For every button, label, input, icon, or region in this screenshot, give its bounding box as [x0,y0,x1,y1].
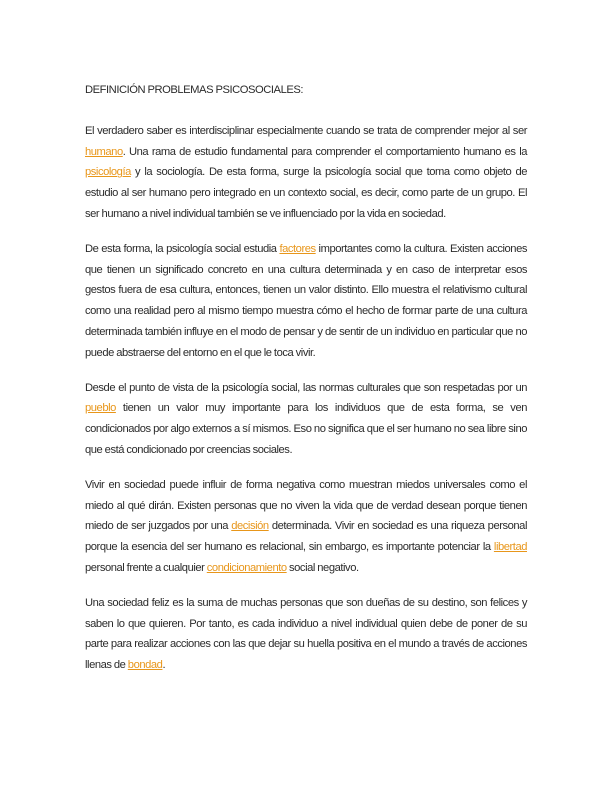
link-pueblo[interactable]: pueblo [85,402,116,415]
document-title: DEFINICIÓN PROBLEMAS PSICOSOCIALES: [85,84,304,96]
document-page [85,80,527,690]
link-humano[interactable]: humano [85,145,123,158]
paragraph-2 [85,239,527,364]
link-psicologia[interactable]: psicología [85,166,131,179]
paragraph-text: . Una rama de estudio fundamental para comprender el comportamiento humano es la [122,145,527,158]
paragraph-4 [85,475,527,579]
paragraph-1 [85,121,527,225]
paragraph-text: y la sociología. De esta forma, surge la psicología social que toma como objeto de estudio al ser humano pero integrado en un contexto social, es decir, como parte de un grupo. El ser humano a nivel individual también se ve influenciado por la vida en sociedad. [85,166,527,220]
paragraph-5 [85,593,527,676]
paragraph-text: Una sociedad feliz es la suma de muchas personas que son dueñas de su destino, son felices y saben lo que quieren. Por tanto, es cada individuo a nivel individual quien debe de poner de su parte para realizar acciones con las que dejar su huella positiva en el mundo a través de acciones llenas de [85,596,527,672]
link-decision[interactable]: decisión [231,520,269,533]
paragraph-text: El verdadero saber es interdisciplinar especialmente cuando se trata de comprender mejor al ser [85,124,527,137]
link-condicionamiento[interactable]: condicionamiento [206,561,287,574]
paragraph-3 [85,378,527,461]
paragraph-text: De esta forma, la psicología social estudia [85,242,280,255]
link-factores[interactable]: factores [279,242,316,255]
paragraph-text: Vivir en sociedad puede influir de forma negativa como muestran miedos universales como el miedo al qué dirán. Existen personas que no viven la vida que de verdad desean porque tienen miedo de ser juzgados por una [85,478,527,533]
link-bondad[interactable]: bondad [127,659,163,672]
paragraph-text: . [162,659,166,672]
link-libertad[interactable]: libertad [493,541,527,554]
paragraph-text: tienen un valor muy importante para los individuos que de esta forma, se ven condicionados por algo externos a sí mismos. Eso no significa que el ser humano no sea libre sino que está condicionado por creencias sociales. [85,402,527,456]
paragraph-text: determinada. Vivir en sociedad es una riqueza personal porque la esencia del ser humano es relacional, sin embargo, es importante potenciar la [85,520,527,554]
paragraph-text: Desde el punto de vista de la psicología social, las normas culturales que son respetadas por un [85,381,527,394]
paragraph-text: personal frente a cualquier [85,561,207,574]
paragraph-text: importantes como la cultura. Existen acciones que tienen un significado concreto en una cultura determinada y en caso de interpretar esos gestos fuera de esa cultura, entonces, tienen un valor distinto. Ello muestra el relativismo cultural como una realidad pero al mismo tiempo muestra cómo el hecho de formar parte de una cultura determinada también influye en el modo de pensar y de sentir de un individuo en particular que no puede abstraerse del entorno en el que le toca vivir. [85,242,527,359]
paragraph-text: social negativo. [286,561,359,574]
